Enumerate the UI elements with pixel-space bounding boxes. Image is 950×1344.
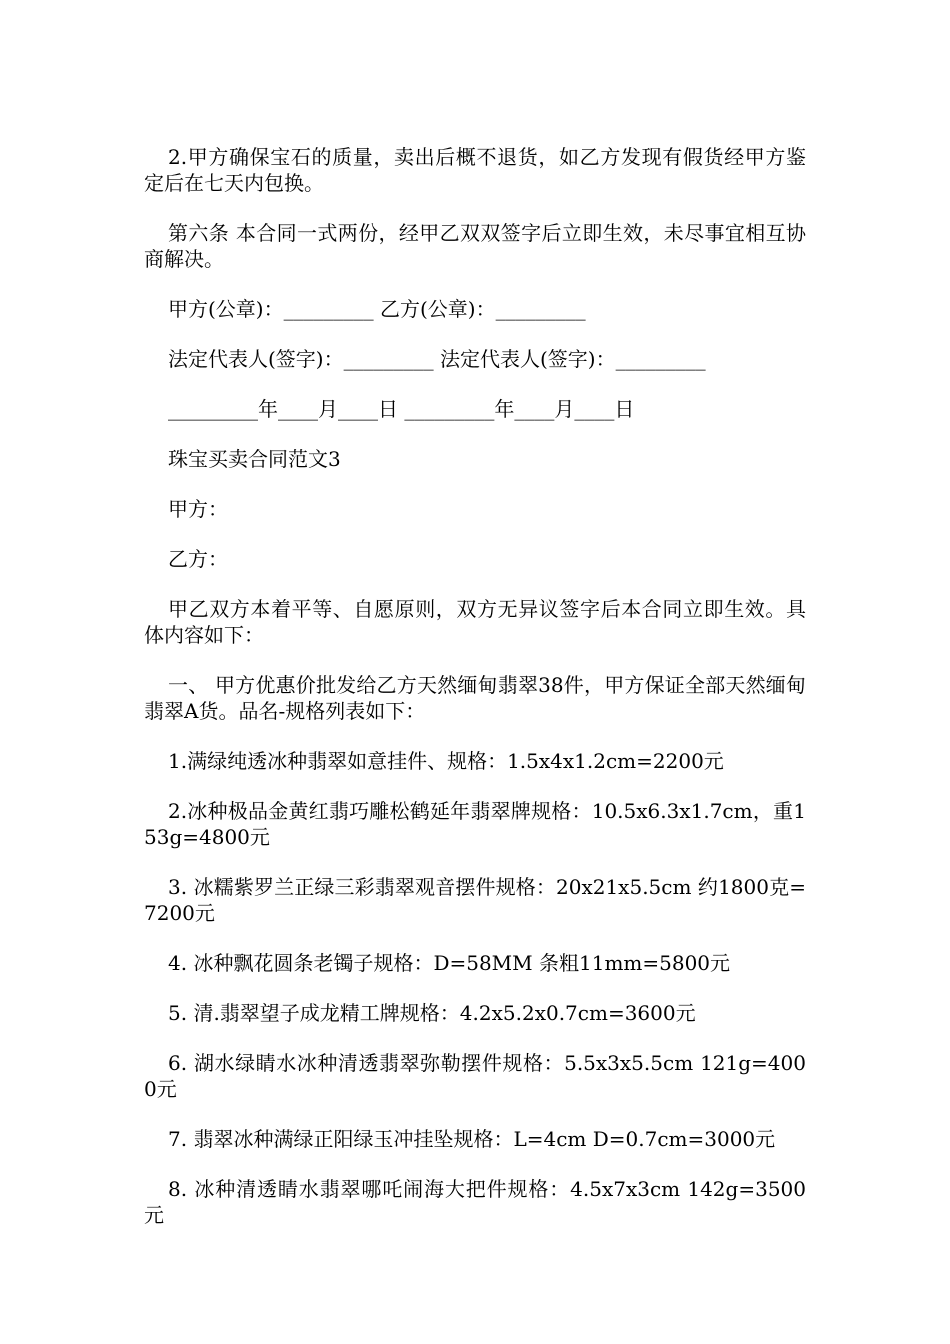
list-item: 5. 清.翡翠望子成龙精工牌规格：4.2x5.2x0.7cm=3600元 [168, 1001, 696, 1025]
section-title: 珠宝买卖合同范文3 [168, 447, 341, 471]
representative-signature-line: 法定代表人(签字)：_________ 法定代表人(签字)：_________ [168, 347, 706, 371]
party-a-line: 甲方： [168, 497, 228, 521]
article-six: 第六条 本合同一式两份，经甲乙双双签字后立即生效，未尽事宜相互协商解决。 [144, 221, 806, 271]
date-line: _________年____月____日 _________年____月____日 [168, 397, 635, 421]
seal-line: 甲方(公章)：_________ 乙方(公章)：_________ [168, 297, 586, 321]
list-item: 2.冰种极品金黄红翡巧雕松鹤延年翡翠牌规格：10.5x6.3x1.7cm，重153g=4800元 [144, 799, 806, 849]
list-item: 7. 翡翠冰种满绿正阳绿玉冲挂坠规格：L=4cm D=0.7cm=3000元 [168, 1127, 776, 1151]
party-b-line: 乙方： [168, 547, 228, 571]
list-item: 4. 冰种飘花圆条老镯子规格：D=58MM 条粗11mm=5800元 [168, 951, 731, 975]
document-body [144, 144, 806, 1252]
list-item: 6. 湖水绿睛水冰种清透翡翠弥勒摆件规格：5.5x3x5.5cm 121g=4000元 [144, 1051, 806, 1101]
clause-quality-guarantee: 2.甲方确保宝石的质量，卖出后概不退货，如乙方发现有假货经甲方鉴定后在七天内包换。 [144, 145, 806, 195]
list-item: 3. 冰糯紫罗兰正绿三彩翡翠观音摆件规格：20x21x5.5cm 约1800克=7200元 [144, 875, 806, 925]
list-item: 1.满绿纯透冰种翡翠如意挂件、规格：1.5x4x1.2cm=2200元 [168, 749, 724, 773]
list-item: 8. 冰种清透睛水翡翠哪吒闹海大把件规格：4.5x7x3cm 142g=3500元 [144, 1177, 806, 1227]
item-one-clause: 一、 甲方优惠价批发给乙方天然缅甸翡翠38件，甲方保证全部天然缅甸翡翠A货。品名-规格列表如下： [144, 673, 806, 723]
preamble: 甲乙双方本着平等、自愿原则，双方无异议签字后本合同立即生效。具体内容如下： [144, 597, 806, 647]
